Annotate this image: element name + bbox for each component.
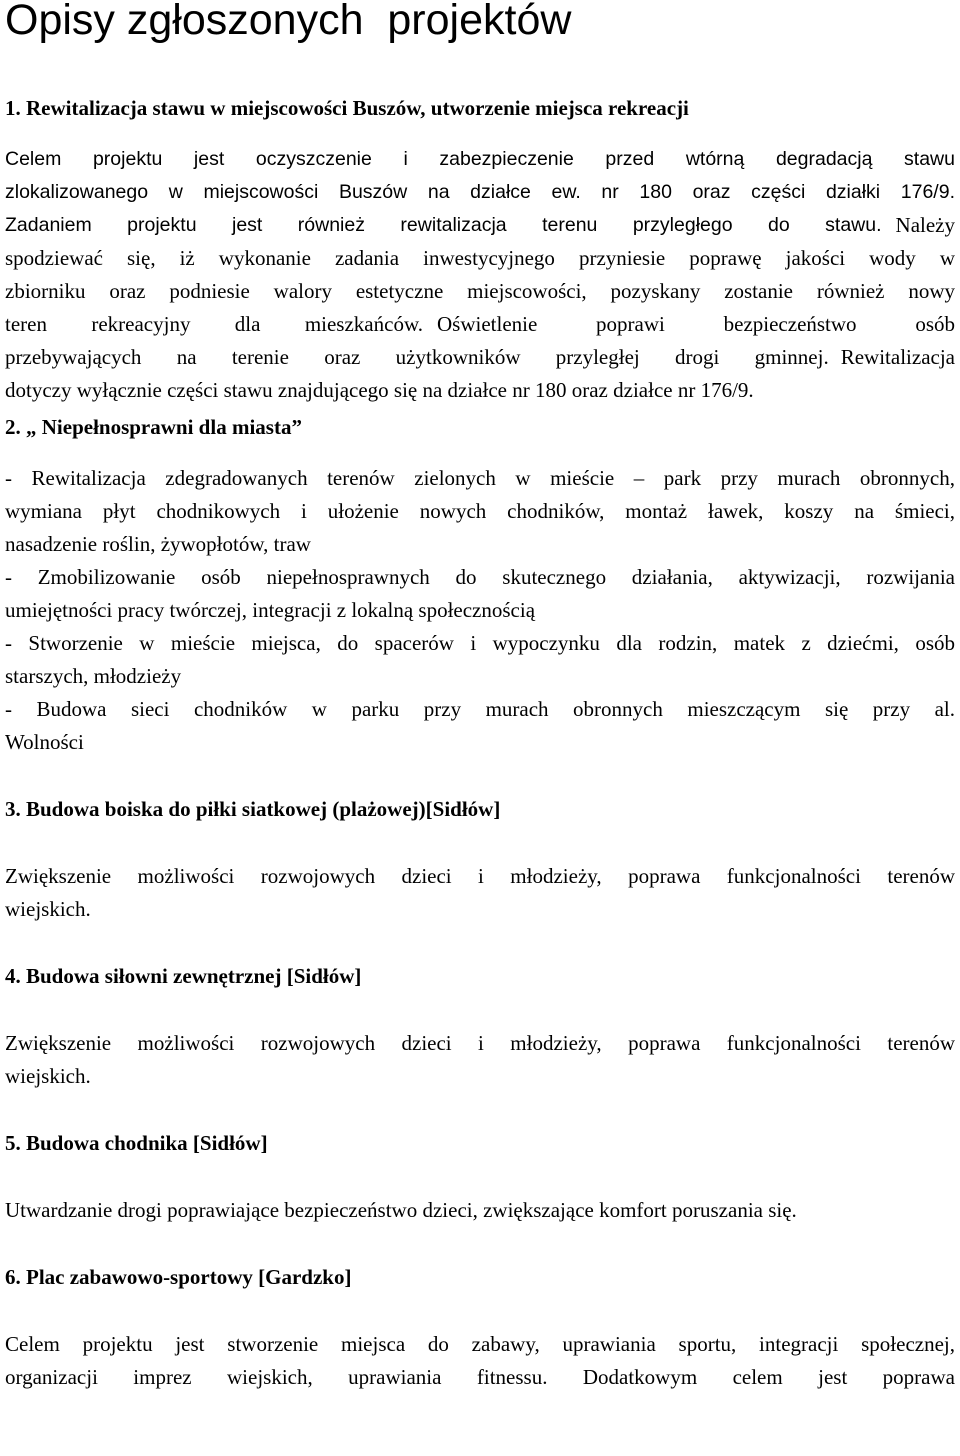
body-line: Celem projektu jest oczyszczenie i zabezpieczenie przed wtórną degradacją stawu: [5, 148, 955, 170]
section-5-body: [5, 1194, 955, 1227]
body-line: - Stworzenie w mieście miejsca, do spacerów i wypoczynku dla rodzin, matek z dziećmi, osób: [5, 631, 955, 655]
section-6-body: [5, 1328, 955, 1394]
body-line: spodziewać się, iż wykonanie zadania inwestycyjnego przyniesie poprawę jakości wody w: [5, 246, 955, 270]
body-line: - Rewitalizacja zdegradowanych terenów zielonych w mieście – park przy murach obronnych,: [5, 466, 955, 490]
body-line: wymiana płyt chodnikowych i ułożenie nowych chodników, montaż ławek, koszy na śmieci,: [5, 499, 955, 523]
body-line-part: przebywających na terenie oraz użytkowników przyległej drogi gminnej.: [5, 345, 829, 369]
section-3-heading: 3. Budowa boiska do piłki siatkowej (plażowej)[Sidłów]: [5, 797, 501, 821]
section-2-body: [5, 462, 955, 759]
body-line: Zwiększenie możliwości rozwojowych dzieci i młodzieży, poprawa funkcjonalności terenów: [5, 1031, 955, 1055]
section-5-heading: 5. Budowa chodnika [Sidłów]: [5, 1131, 268, 1155]
body-line: Utwardzanie drogi poprawiające bezpieczeństwo dzieci, zwiększające komfort poruszania się.: [5, 1198, 797, 1222]
body-line: - Budowa sieci chodników w parku przy murach obronnych mieszczącym się przy al.: [5, 697, 955, 721]
body-line: zbiorniku oraz podniesie walory estetyczne miejscowości, pozyskany zostanie również nowy: [5, 279, 955, 303]
body-line: Wolności: [5, 730, 84, 754]
body-line-part: Oświetlenie poprawi bezpieczeństwo osób: [437, 312, 955, 336]
section-6-heading: 6. Plac zabawowo-sportowy [Gardzko]: [5, 1265, 352, 1289]
body-line: zlokalizowanego w miejscowości Buszów na działce ew. nr 180 oraz części działki 176/9.: [5, 181, 955, 203]
body-line: nasadzenie roślin, żywopłotów, traw: [5, 532, 311, 556]
page-title: Opisy zgłoszonych projektów: [5, 0, 572, 44]
body-line: starszych, młodzieży: [5, 664, 182, 688]
section-4-heading: 4. Budowa siłowni zewnętrznej [Sidłów]: [5, 964, 362, 988]
body-line-part: Rewitalizacja: [840, 345, 955, 369]
body-line: - Zmobilizowanie osób niepełnosprawnych do skutecznego działania, aktywizacji, rozwijania: [5, 565, 955, 589]
body-line: Zwiększenie możliwości rozwojowych dzieci i młodzieży, poprawa funkcjonalności terenów: [5, 864, 955, 888]
body-line-part: Należy: [895, 213, 955, 237]
section-1-body: [5, 143, 955, 407]
body-line-part: teren rekreacyjny dla mieszkańców.: [5, 312, 423, 336]
section-3-body: [5, 860, 955, 926]
body-line: wiejskich.: [5, 1064, 91, 1088]
body-line: [5, 308, 955, 341]
body-line: Celem projektu jest stworzenie miejsca do zabawy, uprawiania sportu, integracji społecznej,: [5, 1332, 955, 1356]
body-line: umiejętności pracy twórczej, integracji z lokalną społecznością: [5, 598, 536, 622]
body-line: dotyczy wyłącznie części stawu znajdującego się na działce nr 180 oraz działce nr 176/9.: [5, 378, 754, 402]
document-page: [5, 0, 955, 1394]
body-line: [5, 341, 955, 374]
section-4-body: [5, 1027, 955, 1093]
body-line: wiejskich.: [5, 897, 91, 921]
section-1-heading: 1. Rewitalizacja stawu w miejscowości Buszów, utworzenie miejsca rekreacji: [5, 96, 689, 120]
body-line-part: Zadaniem projektu jest również rewitalizacja terenu przyległego do stawu.: [5, 214, 882, 236]
body-line: [5, 209, 955, 242]
body-line: organizacji imprez wiejskich, uprawiania fitnessu. Dodatkowym celem jest poprawa: [5, 1365, 955, 1389]
section-2-heading: 2. „ Niepełnosprawni dla miasta”: [5, 415, 302, 439]
